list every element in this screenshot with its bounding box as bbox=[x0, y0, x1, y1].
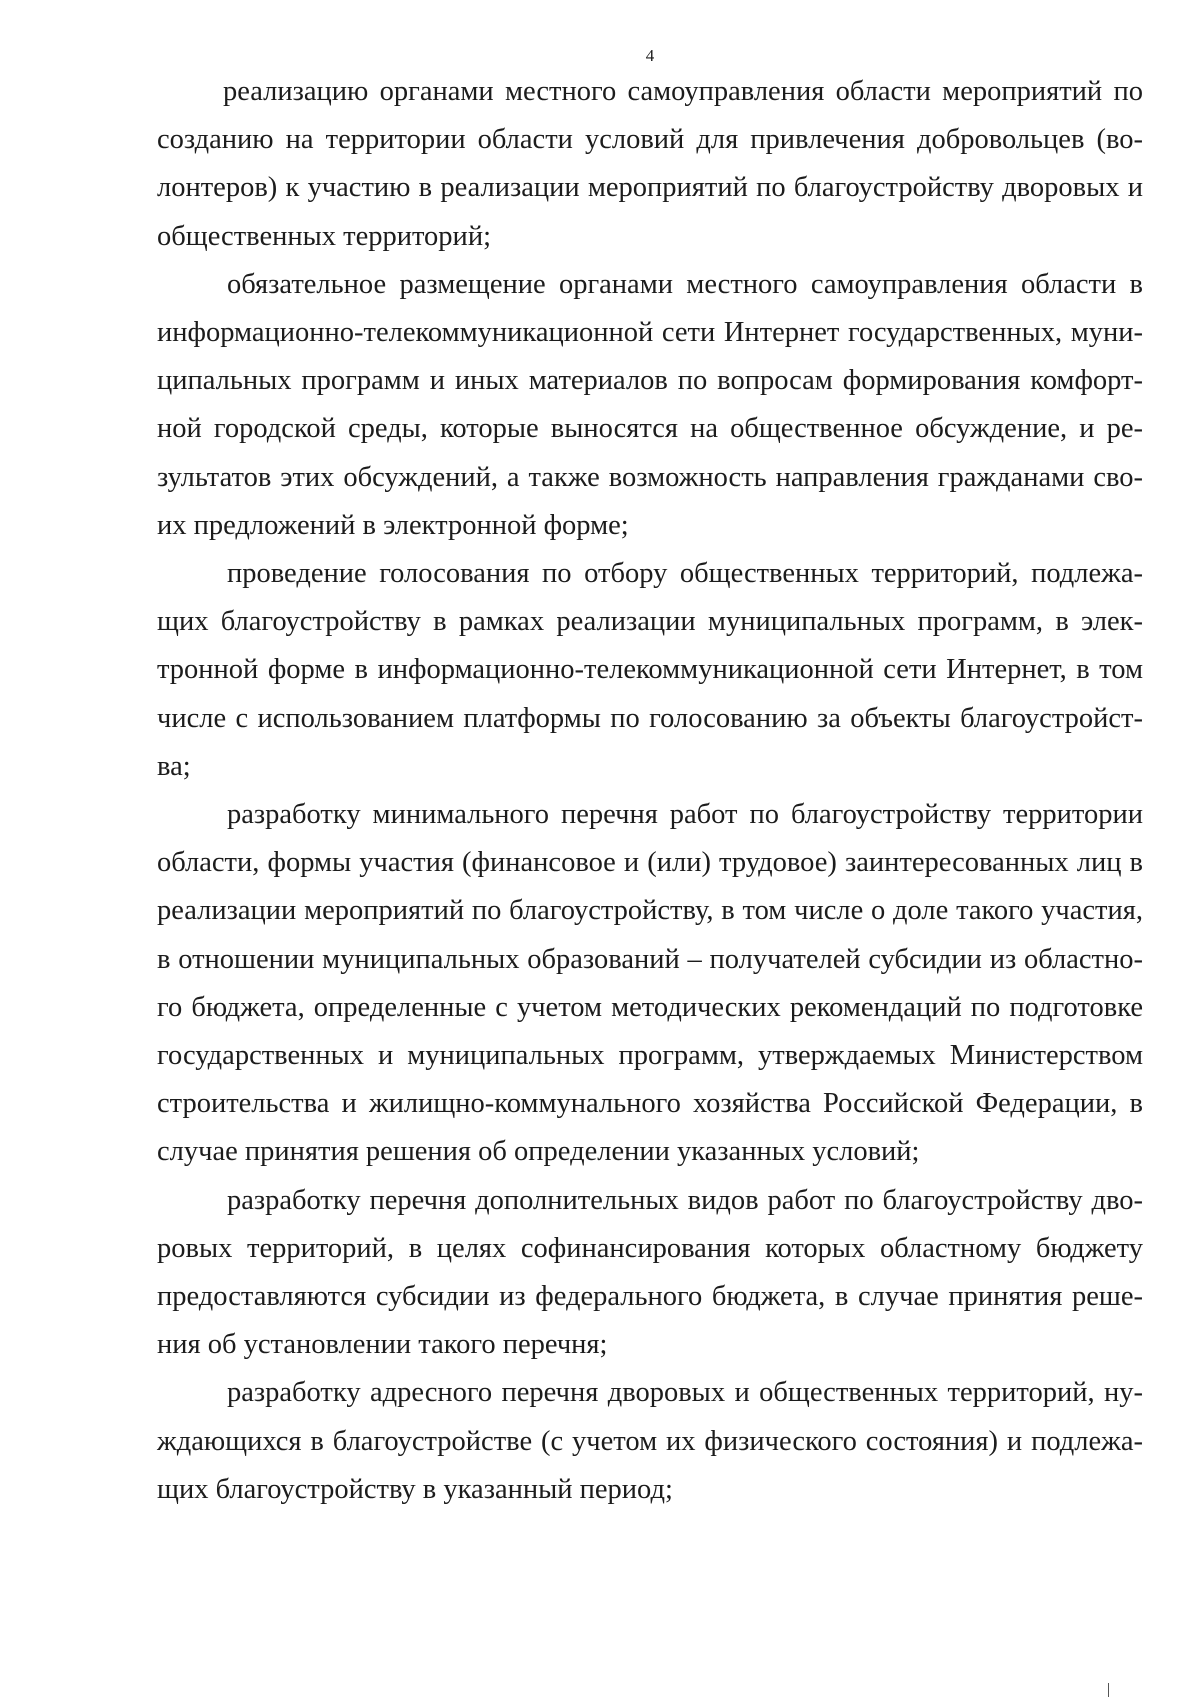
paragraph-minimal-works-list: разработку минимального перечня работ по благоустройству территории области, формы участия (финансовое и (или) трудовое) заинтересованных лиц в реализации мероприятий по благоустройству, в том числе о доле такого участия, в отношении муниципальных образований – получателей субсидии из областного бюджета, определенные с учетом методических рекомендаций по подготовке государственных и муниципальных программ, утверждаемых Министерством строительства и жилищно-коммунального хозяйства Российской Федерации, в случае принятия решения об определении указанных условий; bbox=[157, 799, 1143, 1168]
paragraph-volunteers: реализацию органами местного самоуправления области мероприятий по созданию на территории области условий для привлечения добровольцев (волонтеров) к участию в реализации мероприятий по благоустройству дворовых и общественных территорий; bbox=[157, 76, 1143, 252]
scan-mark bbox=[1108, 1683, 1109, 1697]
paragraph-internet-publication: обязательное размещение органами местного самоуправления области в информационно-телекоммуникационной сети Интернет государственных, муниципальных программ и иных материалов по вопросам формирования комфортной городской среды, которые выносятся на общественное обсуждение, и результатов этих обсуждений, а также возможность направления гражданами своих предложений в электронной форме; bbox=[157, 268, 1143, 541]
page-number: 4 bbox=[645, 46, 655, 65]
document-body bbox=[157, 68, 1143, 1514]
paragraph-additional-works-list: разработку перечня дополнительных видов работ по благоустройству дворовых территорий, в целях софинансирования которых областному бюджету предоставляются субсидии из федерального бюджета, в случае принятия решения об установлении такого перечня; bbox=[157, 1184, 1143, 1361]
paragraph-address-list: разработку адресного перечня дворовых и общественных территорий, нуждающихся в благоустройстве (с учетом их физического состояния) и подлежащих благоустройству в указанный период; bbox=[157, 1377, 1143, 1505]
paragraph-voting: проведение голосования по отбору общественных территорий, подлежащих благоустройству в рамках реализации муниципальных программ, в электронной форме в информационно-телекоммуникационной сети Интернет, в том числе с использованием платформы по голосованию за объекты благоустройства; bbox=[157, 558, 1143, 782]
